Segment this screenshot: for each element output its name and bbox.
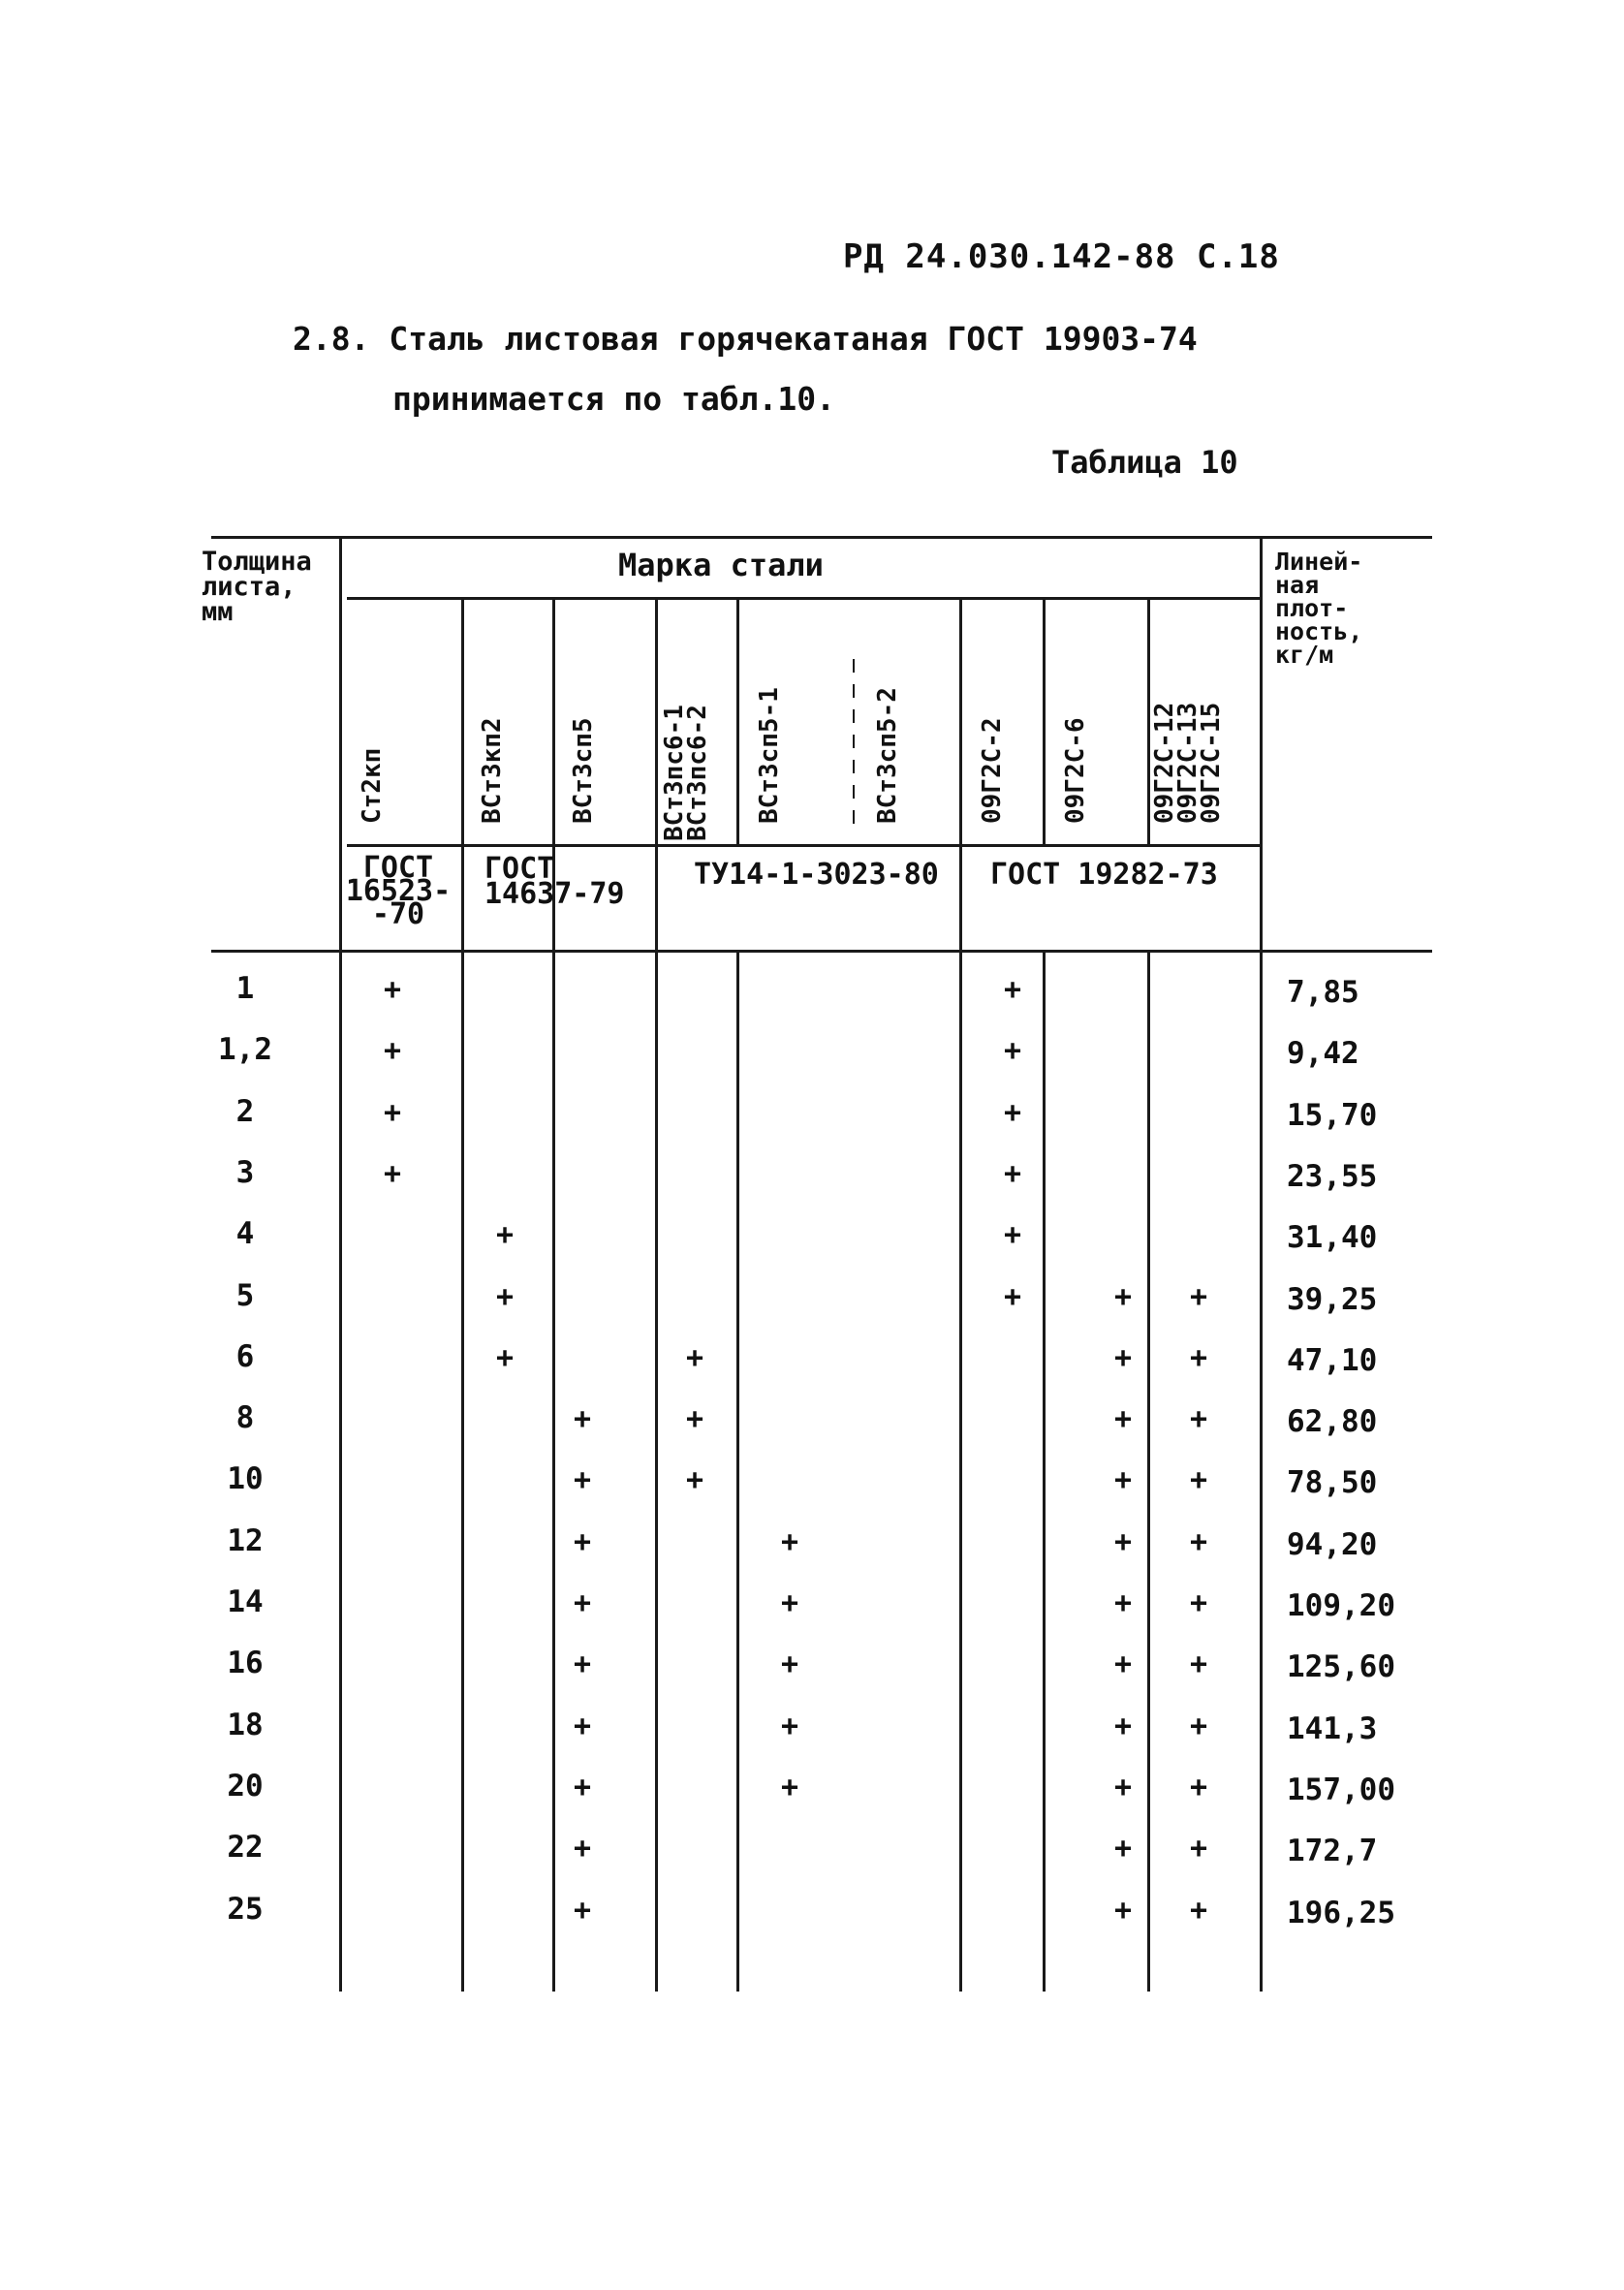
table-top-rule [211,536,1432,539]
thickness-cell: 12 [227,1523,264,1558]
thickness-cell: 2 [235,1094,255,1129]
density-cell: 47,10 [1287,1343,1378,1378]
grade-09g2s-2: 09Г2С-2 [978,717,1007,824]
grade-09g2s-6: 09Г2С-6 [1061,717,1090,824]
thickness-cell: 1 [235,971,255,1006]
col-divider-g7 [1043,597,1046,844]
col-divider-g3 [655,597,658,1992]
applicability-mark: + [1113,1710,1133,1743]
applicability-mark: + [573,1647,592,1681]
applicability-mark: + [1003,1280,1022,1314]
density-cell: 157,00 [1287,1772,1395,1807]
applicability-mark: + [685,1402,704,1436]
col-divider-g8-body [1147,950,1150,1992]
applicability-mark: + [1113,1832,1133,1866]
density-cell: 15,70 [1287,1098,1378,1133]
density-cell: 9,42 [1287,1036,1359,1071]
applicability-mark: + [1003,1157,1022,1191]
applicability-mark: + [1189,1586,1208,1620]
applicability-mark: + [780,1647,799,1681]
applicability-mark: + [573,1771,592,1804]
applicability-mark: + [1189,1402,1208,1436]
thickness-cell: 22 [227,1830,264,1865]
applicability-mark: + [573,1894,592,1928]
thickness-cell: 18 [227,1708,264,1742]
applicability-mark: + [780,1586,799,1620]
standard-tu14-1-3023-80: ТУ14-1-3023-80 [694,858,939,892]
density-cell: 125,60 [1287,1649,1395,1684]
applicability-mark: + [495,1341,515,1375]
col-divider-g5-dashed [853,659,855,824]
density-cell: 141,3 [1287,1711,1378,1746]
applicability-mark: + [1003,973,1022,1007]
applicability-mark: + [1003,1218,1022,1252]
thickness-cell: 10 [227,1461,264,1496]
grade-header-rule [347,597,1263,600]
applicability-mark: + [1189,1525,1208,1559]
applicability-mark: + [1189,1894,1208,1928]
density-cell: 7,85 [1287,975,1359,1010]
applicability-mark: + [1189,1647,1208,1681]
thickness-cell: 3 [235,1155,255,1190]
applicability-mark: + [383,973,402,1007]
density-header: Линей- ная плот- ность, кг/м [1275,548,1363,669]
density-cell: 23,55 [1287,1159,1378,1194]
document-reference: РД 24.030.142-88 С.18 [843,237,1280,276]
thickness-cell: 25 [227,1892,264,1927]
density-cell: 31,40 [1287,1220,1378,1255]
thickness-cell: 20 [227,1769,264,1804]
standard-gost-14637-79: ГОСТ 14637-79 [484,852,625,911]
col-divider-g2 [552,597,555,1992]
density-cell: 62,80 [1287,1404,1378,1439]
applicability-mark: + [383,1034,402,1068]
table-caption: Таблица 10 [1051,444,1238,481]
density-cell: 39,25 [1287,1282,1378,1317]
grade-vst3sp5: ВСт3сп5 [569,717,598,824]
grade-st2kp: Ст2кп [358,747,387,824]
applicability-mark: + [1113,1894,1133,1928]
thickness-cell: 14 [227,1584,264,1619]
density-cell: 78,50 [1287,1465,1378,1500]
grade-vst3ps6: ВСт3пс6-1 ВСт3пс6-2 [660,705,712,841]
applicability-mark: + [1113,1341,1133,1375]
thickness-cell: 4 [235,1216,255,1251]
density-cell: 172,7 [1287,1834,1378,1868]
applicability-mark: + [495,1280,515,1314]
applicability-mark: + [1189,1771,1208,1804]
thickness-cell: 6 [235,1339,255,1374]
applicability-mark: + [1113,1586,1133,1620]
paragraph-line-1: 2.8. Сталь листовая горячекатаная ГОСТ 19903-74 [293,320,1198,358]
applicability-mark: + [573,1463,592,1497]
col-divider-g4 [736,597,739,844]
applicability-mark: + [495,1218,515,1252]
grade-09g2s-12-15: 09Г2С-12 09Г2С-13 09Г2С-15 [1150,702,1226,824]
applicability-mark: + [1189,1341,1208,1375]
applicability-mark: + [1189,1832,1208,1866]
paragraph-line-2: принимается по табл.10. [392,380,835,418]
col-divider-thickness [339,536,342,1992]
applicability-mark: + [1189,1280,1208,1314]
col-divider-g6 [959,597,962,1992]
applicability-mark: + [573,1402,592,1436]
thickness-header: Толщина листа, мм [202,547,312,627]
applicability-mark: + [573,1525,592,1559]
thickness-cell: 1,2 [218,1032,272,1067]
applicability-mark: + [1113,1280,1133,1314]
standard-gost-19282-73: ГОСТ 19282-73 [990,858,1218,892]
grade-vst3sp5-2: ВСт3сп5-2 [873,687,902,824]
applicability-mark: + [780,1710,799,1743]
applicability-mark: + [1113,1402,1133,1436]
applicability-mark: + [573,1710,592,1743]
header-bottom-rule [211,950,1432,953]
applicability-mark: + [1189,1463,1208,1497]
applicability-mark: + [1113,1525,1133,1559]
applicability-mark: + [1003,1096,1022,1130]
thickness-cell: 16 [227,1646,264,1680]
applicability-mark: + [780,1525,799,1559]
applicability-mark: + [1189,1710,1208,1743]
applicability-mark: + [1113,1463,1133,1497]
grade-group-header: Марка стали [618,547,824,583]
applicability-mark: + [1003,1034,1022,1068]
col-divider-g4-body [736,950,739,1992]
applicability-mark: + [780,1771,799,1804]
col-divider-density [1260,536,1263,1992]
col-divider-g1 [461,597,464,1992]
density-cell: 109,20 [1287,1588,1395,1623]
applicability-mark: + [1113,1771,1133,1804]
thickness-cell: 5 [235,1278,255,1313]
standard-gost-16523-70: ГОСТ 16523- -70 [345,851,452,931]
col-divider-g7-body [1043,950,1046,1992]
grade-vst3kp2: ВСт3кп2 [478,717,507,824]
applicability-mark: + [573,1586,592,1620]
applicability-mark: + [383,1157,402,1191]
applicability-mark: + [383,1096,402,1130]
standards-rule [347,844,1263,847]
applicability-mark: + [573,1832,592,1866]
applicability-mark: + [685,1463,704,1497]
grade-vst3sp5-1: ВСт3сп5-1 [755,687,784,824]
density-cell: 94,20 [1287,1527,1378,1562]
applicability-mark: + [1113,1647,1133,1681]
density-cell: 196,25 [1287,1896,1395,1930]
applicability-mark: + [685,1341,704,1375]
thickness-cell: 8 [235,1400,255,1435]
